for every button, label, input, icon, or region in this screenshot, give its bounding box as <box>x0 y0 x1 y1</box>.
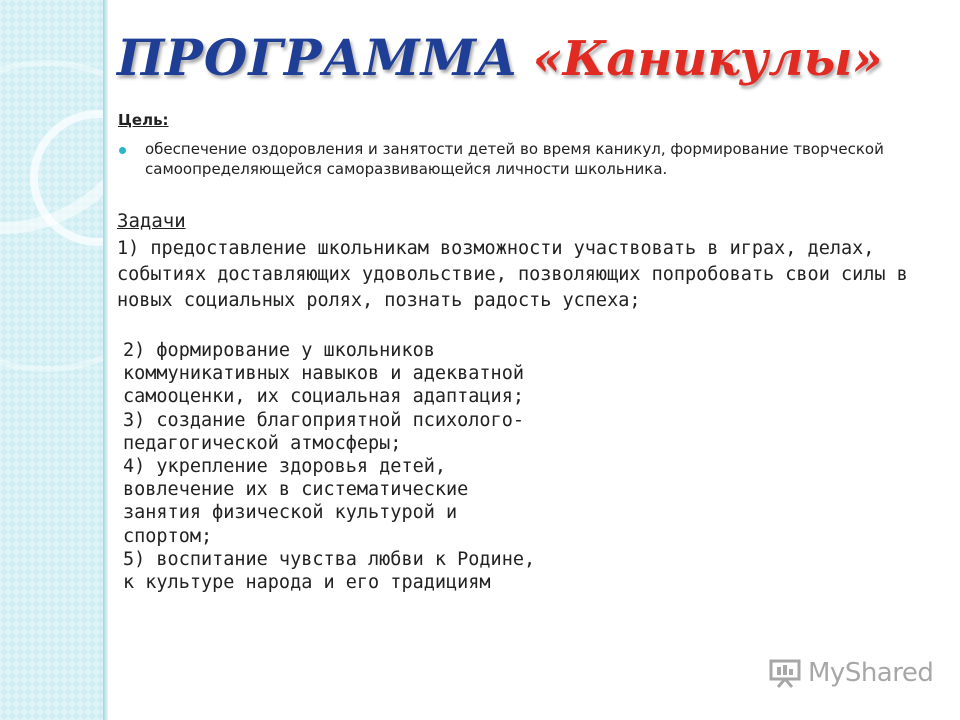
bullet-icon <box>119 147 126 154</box>
watermark-text: MyShared <box>808 658 934 688</box>
presentation-board-icon <box>768 658 802 688</box>
task-item-3: 3) создание благоприятной психолого-педагогической атмосферы; <box>123 409 524 454</box>
task-item-4: 4) укрепление здоровья детей, вовлечение их в систематические занятия физической культурой и спортом; <box>123 456 469 547</box>
task-item-2: 2) формирование у школьников коммуникативных навыков и адекватной самооценки, их социальная адаптация; <box>123 340 524 408</box>
watermark <box>768 655 933 691</box>
task-item-1: 1) предоставление школьникам возможности участвовать в играх, делах, событиях доставляющих удовольствие, позволяющих попробовать свои силы в новых социальных ролях, познать радость успеха; <box>117 238 908 311</box>
decorative-side-panel <box>0 0 103 720</box>
title-program: ПРОГРАММА <box>117 28 519 87</box>
tasks-list <box>123 339 543 594</box>
tasks-heading: Задачи <box>117 210 186 232</box>
task-item-5: 5) воспитание чувства любви к Родине, к культуре народа и его традициям <box>123 548 536 594</box>
goal-text: обеспечение оздоровления и занятости детей во время каникул, формирование творческой самоопределяющейся саморазвивающейся личности школьника. <box>145 140 884 178</box>
slide-title <box>117 28 882 108</box>
title-holidays: «Каникулы» <box>532 31 883 87</box>
goal-label: Цель: <box>118 111 169 129</box>
side-panel-edge <box>103 0 108 720</box>
